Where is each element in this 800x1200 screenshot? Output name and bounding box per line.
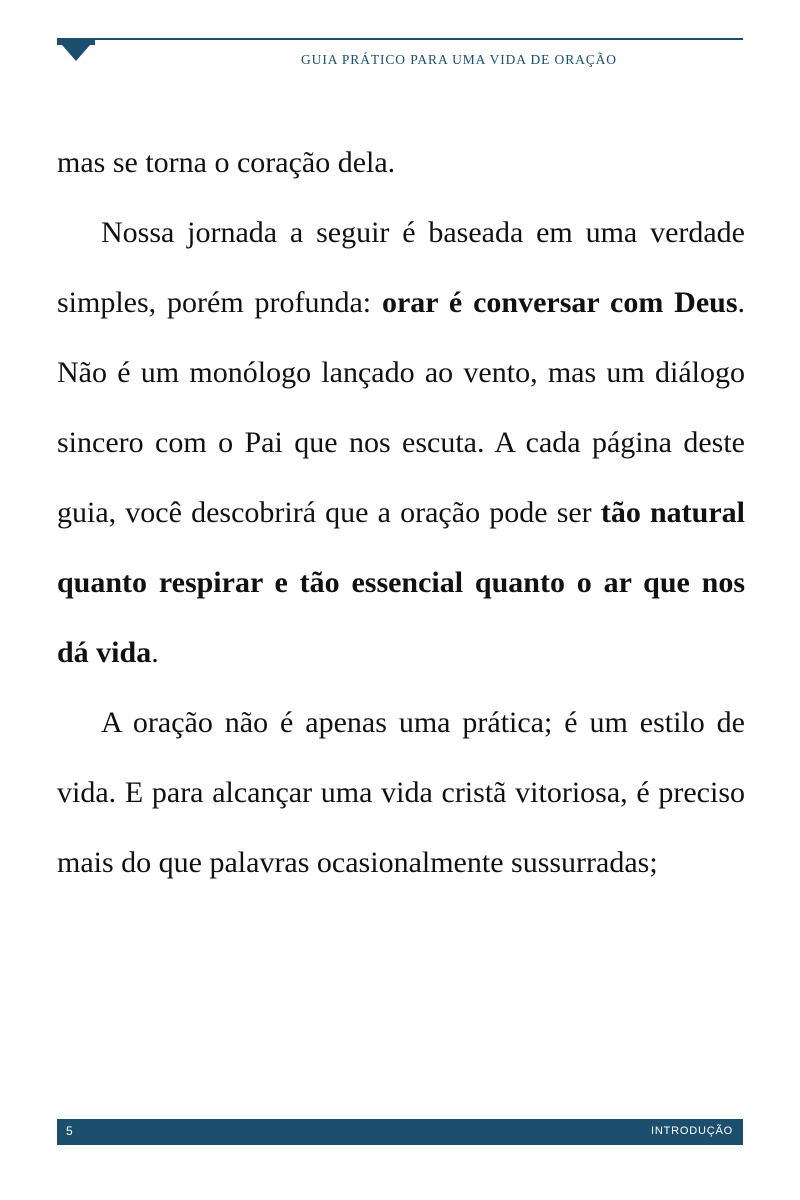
- paragraph: [57, 128, 745, 198]
- page-number: 5: [66, 1124, 73, 1138]
- body-text-run: mas se torna o coração dela.: [57, 146, 396, 179]
- page-footer: [57, 1119, 743, 1145]
- body-text-run: A oração não é apenas uma prática; é um estilo de vida. E para alcançar uma vida cristã vitoriosa, é preciso mais do que palavras ocasionalmente sussurradas;: [57, 706, 745, 879]
- paragraph: [57, 688, 745, 898]
- header-rule: [57, 38, 743, 40]
- body-text: [57, 128, 745, 898]
- emphasis-text: tão natural quanto respirar e tão essencial quanto o ar que nos dá vida: [57, 496, 745, 669]
- emphasis-text: orar é conversar com Deus: [381, 286, 738, 319]
- body-text-run: Nossa jornada a seguir é baseada em uma verdade simples, porém profunda:: [57, 216, 745, 319]
- footer-section-label: INTRODUÇÃO: [651, 1125, 733, 1137]
- body-text-run: . Não é um monólogo lançado ao vento, mas um diálogo sincero com o Pai que nos escuta. A cada página deste guia, você descobrirá que a oração pode ser: [57, 286, 745, 529]
- triangle-down-icon: [57, 40, 95, 62]
- paragraph: [57, 198, 745, 688]
- running-head: GUIA PRÁTICO PARA UMA VIDA DE ORAÇÃO: [301, 52, 617, 67]
- page-header: [57, 38, 743, 82]
- body-text-run: .: [151, 636, 159, 669]
